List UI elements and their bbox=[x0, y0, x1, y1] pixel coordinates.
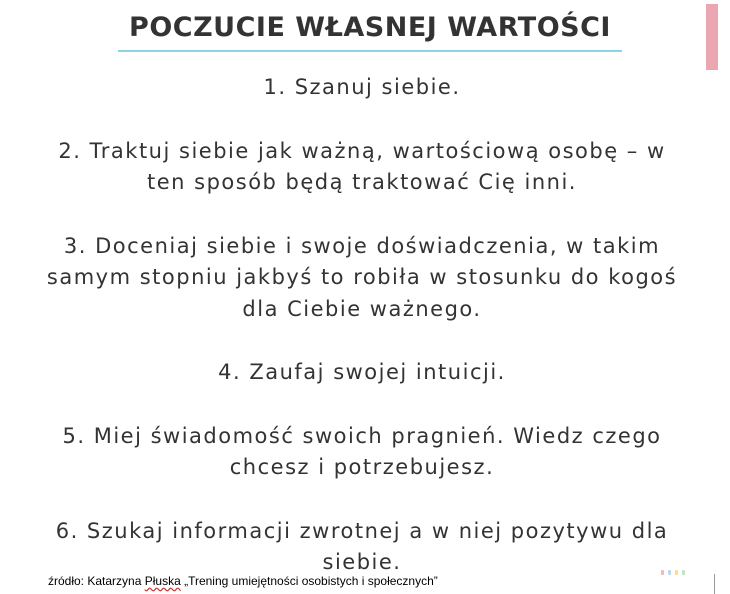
page-title: POCZUCIE WŁASNEJ WARTOŚCI bbox=[129, 12, 611, 43]
point-line: 1. Szanuj siebie. bbox=[263, 75, 461, 99]
accent-bar bbox=[706, 4, 718, 70]
point-2 bbox=[12, 136, 712, 199]
decor-dot bbox=[682, 570, 685, 575]
title-underline bbox=[118, 50, 622, 52]
decor-dot bbox=[675, 570, 678, 575]
source-prefix: źródło: Katarzyna bbox=[48, 574, 145, 588]
source-citation bbox=[48, 574, 438, 588]
point-line: 3. Doceniaj siebie i swoje doświadczenia, w takim bbox=[63, 233, 661, 258]
point-line: 2. Traktuj siebie jak ważną, wartościową osobę – w bbox=[58, 138, 666, 163]
points-list bbox=[12, 72, 712, 579]
point-line: samym stopniu jakbyś to robiła w stosunku do kogoś bbox=[46, 265, 678, 289]
point-line: ten sposób będą traktować Cię inni. bbox=[147, 170, 577, 194]
text-cursor bbox=[714, 574, 715, 594]
point-4 bbox=[12, 357, 712, 389]
point-line: 5. Miej świadomość swoich pragnień. Wiedz czego bbox=[62, 423, 662, 448]
decor-dot bbox=[661, 570, 664, 575]
source-author-surname: Płuska bbox=[144, 574, 181, 588]
point-6 bbox=[12, 516, 712, 579]
point-line: 6. Szukaj informacji zwrotnej a w niej pozytywu dla bbox=[55, 518, 669, 543]
source-suffix: „Trening umiejętności osobistych i społecznych” bbox=[180, 574, 438, 588]
point-5 bbox=[12, 421, 712, 484]
point-line: dla Ciebie ważnego. bbox=[242, 296, 482, 321]
point-line: 4. Zaufaj swojej intuicji. bbox=[218, 360, 506, 384]
decor-dot bbox=[668, 570, 671, 575]
point-line: siebie. bbox=[322, 550, 402, 574]
point-3 bbox=[12, 231, 712, 326]
point-1 bbox=[12, 72, 712, 104]
point-line: chcesz i potrzebujesz. bbox=[229, 455, 495, 479]
